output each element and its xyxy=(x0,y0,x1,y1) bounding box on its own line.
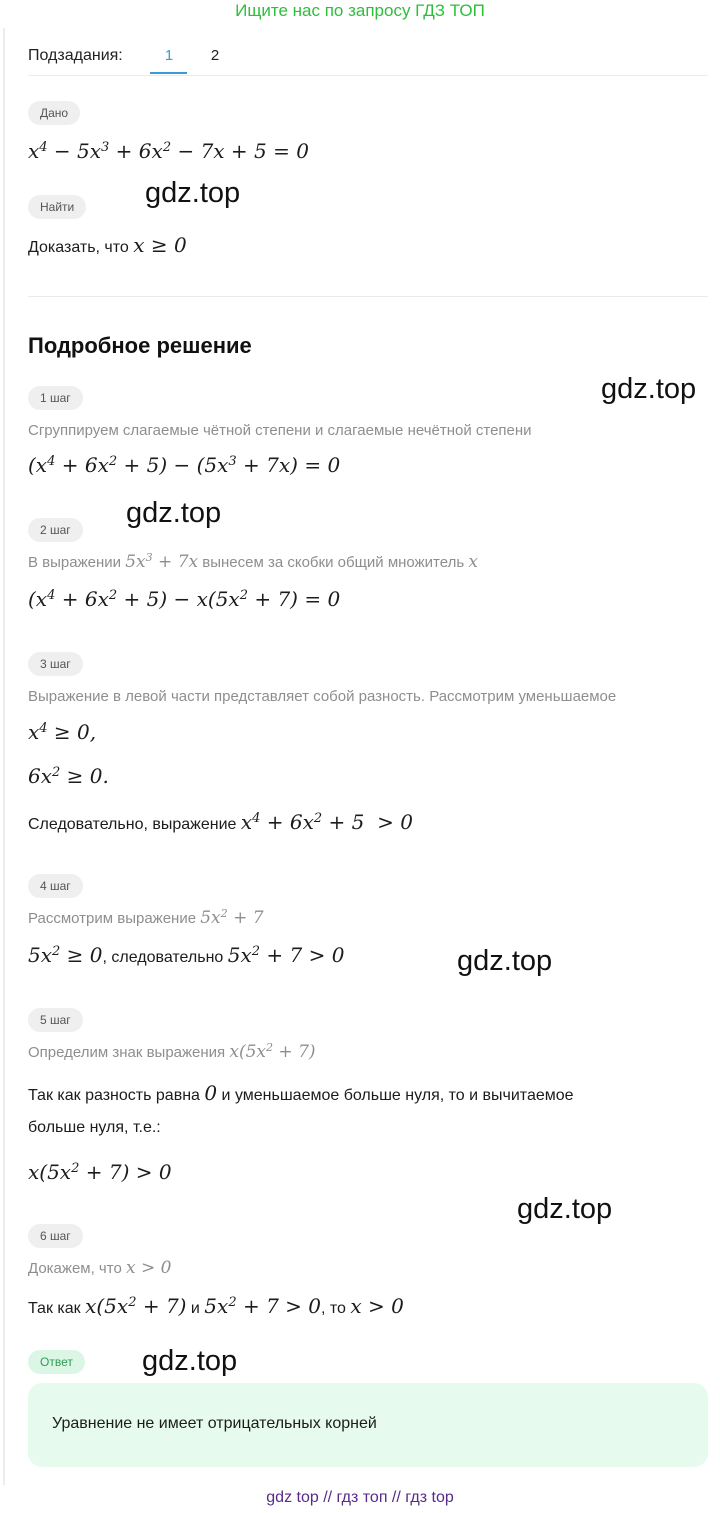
step-4-badge: 4 шаг xyxy=(28,874,83,898)
step-6-math-1: $x(5x^2 + 7)$ xyxy=(85,1294,187,1318)
step-5-badge: 5 шаг xyxy=(28,1008,83,1032)
step-2-description xyxy=(28,552,478,572)
watermark: gdz.top xyxy=(601,373,697,405)
watermark: gdz.top xyxy=(145,177,241,209)
step-6-line xyxy=(28,1294,404,1318)
watermark: gdz.top xyxy=(142,1345,238,1377)
answer-badge: Ответ xyxy=(28,1350,85,1374)
step-1-math: $(x^4 + 6x^2 + 5) - (5x^3 + 7x) = 0$ xyxy=(28,453,341,477)
given-equation: $x^4 - 5x^3 + 6x^2 - 7x + 5 = 0$ xyxy=(28,139,309,163)
step-4-line xyxy=(28,943,344,967)
step-6-desc-expr: x > 0 xyxy=(125,1258,172,1278)
step-1-badge: 1 шаг xyxy=(28,386,83,410)
watermark: gdz.top xyxy=(517,1193,613,1225)
find-badge: Найти xyxy=(28,195,86,219)
given-badge: Дано xyxy=(28,101,80,125)
subtasks-label: Подзадания: xyxy=(28,47,123,64)
step-5-zero: 0 xyxy=(204,1081,218,1105)
divider xyxy=(28,296,708,297)
answer-text: Уравнение не имеет отрицательных корней xyxy=(52,1415,377,1432)
find-expr: x ≥ 0 xyxy=(133,233,187,257)
step-5-desc-prefix: Определим знак выражения xyxy=(28,1044,230,1061)
footer-links[interactable]: gdz top // гдз топ // гдз top xyxy=(266,1489,454,1506)
step-5-description xyxy=(28,1042,316,1062)
step-6-text-1: Так как xyxy=(28,1300,86,1317)
step-3-conclusion-expr: $x^4 + 6x^2 + 5 > 0$ xyxy=(240,810,413,834)
left-border xyxy=(3,28,5,1485)
step-6-description xyxy=(28,1258,171,1278)
step-6-desc-prefix: Докажем, что xyxy=(28,1260,126,1277)
step-1-description: Сгруппируем слагаемые чётной степени и слагаемые нечётной степени xyxy=(28,422,532,439)
step-4-desc-expr: $5x^2 + 7$ xyxy=(200,906,264,928)
search-banner[interactable]: Ищите нас по запросу ГДЗ ТОП xyxy=(235,1,485,20)
step-6-badge: 6 шаг xyxy=(28,1224,83,1248)
tab-subtask-2[interactable]: 2 xyxy=(210,47,220,64)
step-6-text-2: и xyxy=(186,1300,205,1317)
step-4-math-b: $5x^2 + 7 > 0$ xyxy=(227,943,345,967)
step-2-badge: 2 шаг xyxy=(28,518,83,542)
step-2-desc-prefix: В выражении xyxy=(28,554,126,571)
step-2-math: $(x^4 + 6x^2 + 5) - x(5x^2 + 7) = 0$ xyxy=(28,587,341,611)
step-2-desc-var: x xyxy=(468,552,478,572)
step-6-math-3: x > 0 xyxy=(350,1294,404,1318)
step-3-math-b: $6x^2 \ge 0$. xyxy=(28,764,109,788)
step-3-math-a: $x^4 \ge 0$, xyxy=(28,720,97,744)
step-3-conclusion xyxy=(28,810,413,834)
step-4-desc-prefix: Рассмотрим выражение xyxy=(28,910,201,927)
step-5-text-1a: Так как разность равна xyxy=(28,1087,205,1104)
divider xyxy=(28,75,708,76)
step-2-desc-expr: $5x^3 + 7x$ xyxy=(125,550,199,572)
find-statement xyxy=(28,233,187,257)
find-text: Доказать, что xyxy=(28,239,134,256)
solution-title: Подробное решение xyxy=(28,333,252,358)
watermark: gdz.top xyxy=(126,497,222,529)
watermark: gdz.top xyxy=(457,945,553,977)
step-2-desc-middle: вынесем за скобки общий множитель xyxy=(198,554,469,571)
step-5-text-1c: и уменьшаемое больше нуля, то и вычитаемое xyxy=(217,1087,574,1104)
step-4-math-a: $5x^2 \ge 0$ xyxy=(28,943,103,967)
step-6-text-3: , то xyxy=(321,1300,351,1317)
step-4-description xyxy=(28,908,264,928)
tab-subtask-1[interactable]: 1 xyxy=(164,47,174,64)
step-3-conclusion-text: Следовательно, выражение xyxy=(28,816,241,833)
step-5-text-line-1 xyxy=(28,1081,574,1105)
step-5-math: $x(5x^2 + 7) > 0$ xyxy=(28,1160,172,1184)
step-5-desc-expr: $x(5x^2 + 7)$ xyxy=(229,1040,316,1062)
step-4-line-text: , следовательно xyxy=(102,949,228,966)
step-3-badge: 3 шаг xyxy=(28,652,83,676)
step-5-text-line-2: больше нуля, т.е.: xyxy=(28,1119,161,1136)
step-3-description: Выражение в левой части представляет собой разность. Рассмотрим уменьшаемое xyxy=(28,688,617,705)
step-6-math-2: $5x^2 + 7 > 0$ xyxy=(204,1294,321,1318)
active-tab-indicator xyxy=(150,72,187,74)
